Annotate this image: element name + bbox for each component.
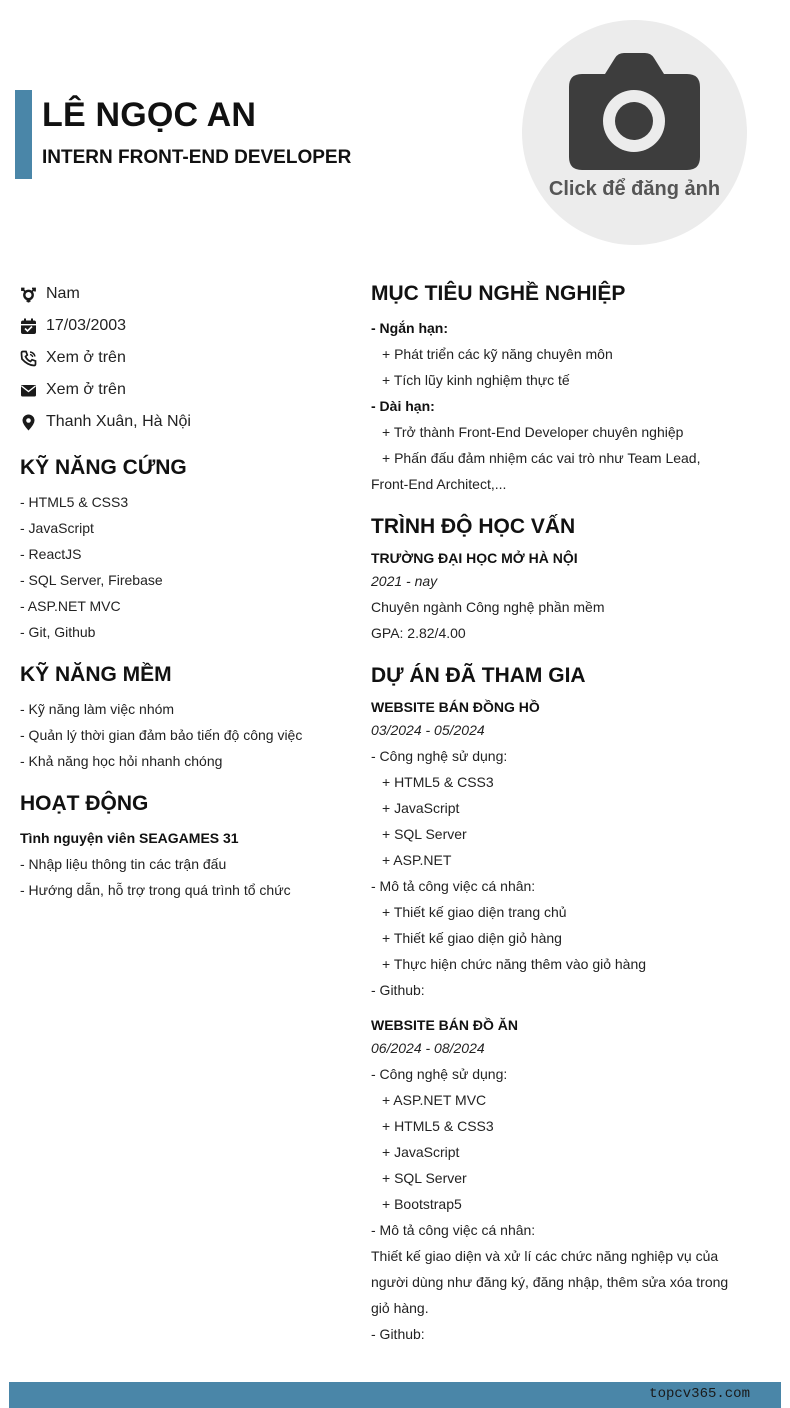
objective-long-label: - Dài hạn: xyxy=(371,398,435,414)
project-period: 03/2024 - 05/2024 xyxy=(371,722,485,738)
github-link[interactable]: - Github: xyxy=(371,982,425,998)
list-item: - Quản lý thời gian đảm bảo tiến độ công việc xyxy=(20,727,303,743)
list-item: - Công nghệ sử dụng: xyxy=(371,748,508,764)
list-item: + Tích lũy kinh nghiệm thực tế xyxy=(382,372,570,388)
list-item: + HTML5 & CSS3 xyxy=(382,774,494,790)
list-item: - Hướng dẫn, hỗ trợ trong quá trình tổ chức xyxy=(20,882,291,898)
projects-heading: DỰ ÁN ĐÃ THAM GIA xyxy=(371,664,586,687)
contact-address xyxy=(20,406,350,438)
list-item: - SQL Server, Firebase xyxy=(20,572,163,588)
gender-icon xyxy=(20,286,37,303)
contact-text: 17/03/2003 xyxy=(46,317,127,334)
footer-bar xyxy=(9,1382,781,1408)
contact-birthday xyxy=(20,310,350,342)
objective-heading: MỤC TIÊU NGHỀ NGHIỆP xyxy=(371,282,626,305)
list-item: + ASP.NET xyxy=(382,852,452,868)
list-item: + SQL Server xyxy=(382,826,467,842)
email-icon xyxy=(20,382,37,399)
activities-heading: HOẠT ĐỘNG xyxy=(20,792,149,815)
phone-icon xyxy=(20,350,37,367)
header-accent-bar xyxy=(15,90,32,179)
list-item: - Git, Github xyxy=(20,624,96,640)
list-item: + JavaScript xyxy=(382,800,460,816)
candidate-name: LÊ NGỌC AN xyxy=(42,96,257,134)
list-item: - Mô tả công việc cá nhân: xyxy=(371,878,536,894)
contact-email xyxy=(20,374,350,406)
education-major: Chuyên ngành Công nghệ phần mềm xyxy=(371,599,605,615)
list-item: - Mô tả công việc cá nhân: xyxy=(371,1222,536,1238)
contact-text: Thanh Xuân, Hà Nội xyxy=(46,413,191,430)
list-item: + Phát triển các kỹ năng chuyên môn xyxy=(382,346,613,362)
list-item: + Thiết kế giao diện trang chủ xyxy=(382,904,567,920)
list-item: - ASP.NET MVC xyxy=(20,598,121,614)
left-column xyxy=(20,278,350,903)
list-item: - ReactJS xyxy=(20,546,82,562)
photo-upload-caption: Click để đăng ảnh xyxy=(548,178,721,200)
project-name: WEBSITE BÁN ĐỒNG HỒ xyxy=(371,699,540,715)
right-column xyxy=(371,282,751,1347)
list-item: + JavaScript xyxy=(382,1144,460,1160)
contact-text: Xem ở trên xyxy=(46,381,126,398)
list-item: + Phấn đấu đảm nhiệm các vai trò như Team Lead, xyxy=(382,450,701,466)
github-link[interactable]: - Github: xyxy=(371,1326,425,1342)
list-item: - Kỹ năng làm việc nhóm xyxy=(20,701,175,717)
activity-role: Tình nguyện viên SEAGAMES 31 xyxy=(20,830,239,846)
list-item: + SQL Server xyxy=(382,1170,467,1186)
candidate-title: INTERN FRONT-END DEVELOPER xyxy=(42,147,352,168)
contact-gender xyxy=(20,278,350,310)
soft-skills-heading: KỸ NĂNG MỀM xyxy=(20,663,172,686)
contact-text: Nam xyxy=(46,285,80,302)
objective-short-label: - Ngắn hạn: xyxy=(371,320,448,336)
list-item: - Khả năng học hỏi nhanh chóng xyxy=(20,753,223,769)
project-period: 06/2024 - 08/2024 xyxy=(371,1040,485,1056)
list-item: + ASP.NET MVC xyxy=(382,1092,487,1108)
location-pin-icon xyxy=(20,414,37,431)
list-item: Thiết kế giao diện và xử lí các chức năng nghiệp vụ của xyxy=(371,1248,719,1264)
contact-phone xyxy=(20,342,350,374)
list-item: + Trở thành Front-End Developer chuyên nghiệp xyxy=(382,424,684,440)
contact-text: Xem ở trên xyxy=(46,349,126,366)
list-item: + Thực hiện chức năng thêm vào giỏ hàng xyxy=(382,956,647,972)
project-name: WEBSITE BÁN ĐỒ ĂN xyxy=(371,1017,518,1033)
camera-icon xyxy=(567,50,702,170)
photo-upload[interactable] xyxy=(522,20,747,245)
education-heading: TRÌNH ĐỘ HỌC VẤN xyxy=(371,515,576,538)
education-gpa: GPA: 2.82/4.00 xyxy=(371,625,466,641)
list-item: giỏ hàng. xyxy=(371,1300,429,1316)
list-item: + Thiết kế giao diện giỏ hàng xyxy=(382,930,562,946)
list-item: - Nhập liệu thông tin các trận đấu xyxy=(20,856,227,872)
list-item: + HTML5 & CSS3 xyxy=(382,1118,494,1134)
footer-brand: topcv365.com xyxy=(649,1386,750,1402)
school-name: TRƯỜNG ĐẠI HỌC MỞ HÀ NỘI xyxy=(371,550,578,566)
list-item: - HTML5 & CSS3 xyxy=(20,494,129,510)
education-period: 2021 - nay xyxy=(371,573,438,589)
calendar-icon xyxy=(20,318,37,335)
list-item: Front-End Architect,... xyxy=(371,476,507,492)
list-item: - JavaScript xyxy=(20,520,94,536)
list-item: - Công nghệ sử dụng: xyxy=(371,1066,508,1082)
hard-skills-heading: KỸ NĂNG CỨNG xyxy=(20,456,187,479)
list-item: người dùng như đăng ký, đăng nhập, thêm sửa xóa trong xyxy=(371,1274,729,1290)
list-item: + Bootstrap5 xyxy=(382,1196,462,1212)
